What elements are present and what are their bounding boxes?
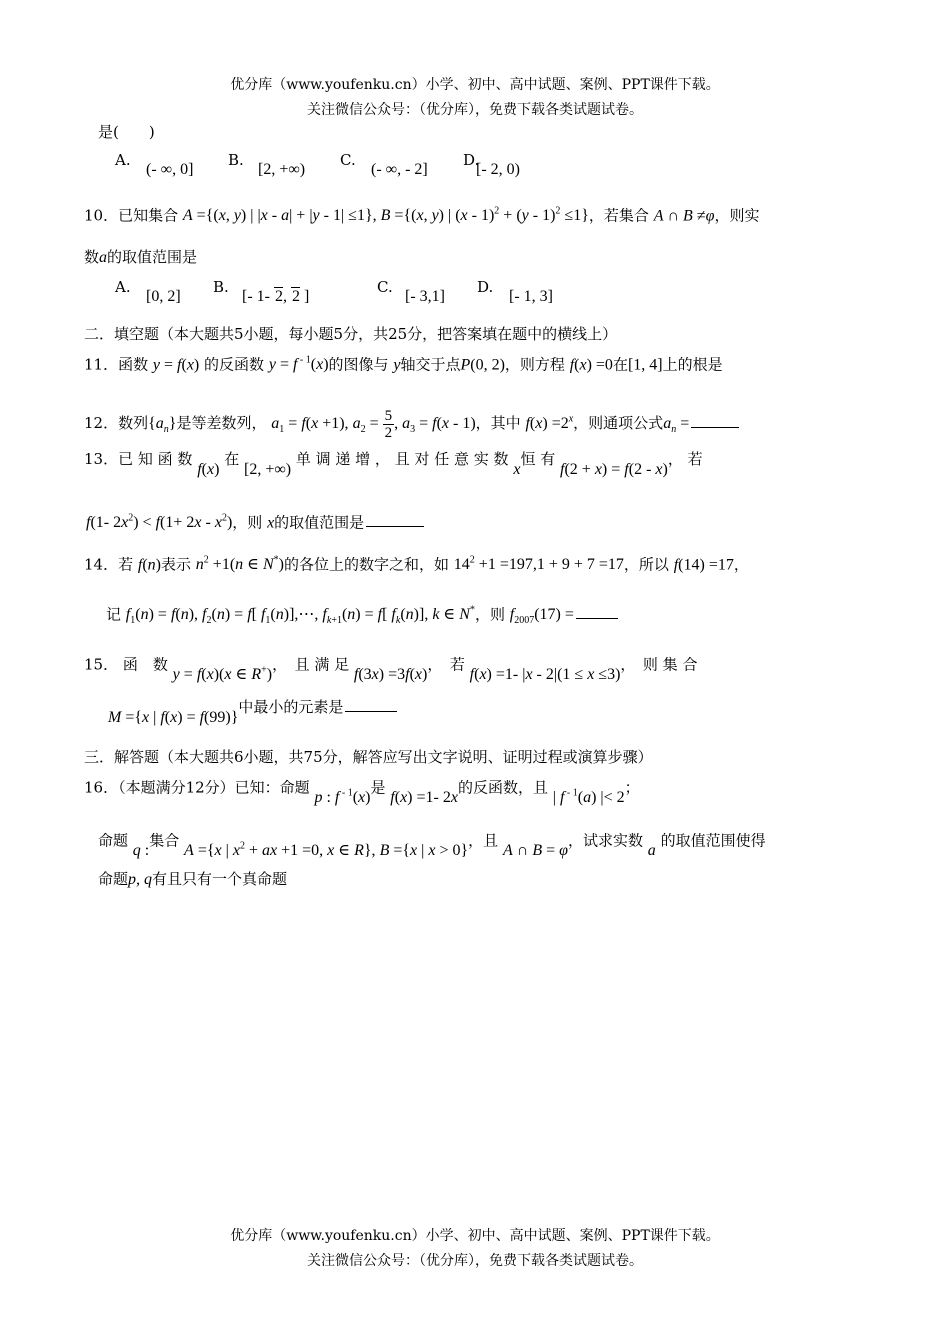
q9-option-b-value: [2, +∞) <box>258 161 306 178</box>
q16-var-a: a <box>647 842 656 860</box>
q10-stem-line2 <box>84 246 197 269</box>
q13-stem-line1 <box>84 448 868 478</box>
q16-text-11: 有且只有一个真命题 <box>152 870 288 888</box>
q11-text-3: 的图像与 <box>328 355 389 374</box>
q11-inverse: y = f $^{- 1}$(x) <box>268 355 329 374</box>
q15-text-1: 函 数 <box>122 655 168 674</box>
q13-text-6: ，则 <box>232 513 263 532</box>
q10-set-definition: A ={(x, y) | |x - a| + |y - 1| ≤1}, B ={(x, y) | (x - 1)$^2$ + (y - 1)$^2$ ≤1} <box>182 206 589 225</box>
q9-option-d-value: [- 2, 0) <box>476 161 520 178</box>
q14-target: $f_{2007}(17)$ = <box>509 606 574 627</box>
q9-option-d-label: D. <box>463 151 480 169</box>
q9-option-a-label: A. <box>115 151 131 169</box>
q15-stem-line2 <box>108 696 397 726</box>
q14-example: $14^2 +1 =197,1 + 9 + 7 =17$ <box>453 555 624 574</box>
q14-text-6: ，则 <box>474 605 505 624</box>
q11-text-1: 函数 <box>118 355 149 374</box>
q16-proposition-q: q : <box>132 842 150 860</box>
q12-answer-blank[interactable] <box>691 426 739 428</box>
q15-text-4: ， 则 集 合 <box>620 655 698 674</box>
q16-proposition-p: p : f $^{- 1}$(x) <box>314 788 371 807</box>
q16-function: f(x) =1- 2x <box>390 789 458 807</box>
section-3-heading: 三．解答题（本大题共6小题，共75分，解答应写出文字说明、证明过程或演算步骤） <box>84 748 653 766</box>
q14-text-1: 若 <box>118 555 134 574</box>
q10-stem-line1 <box>84 201 759 227</box>
q13-stem-line2 <box>86 508 424 534</box>
q11-stem <box>84 350 723 376</box>
q9-option-b-label: B. <box>228 151 244 169</box>
q10-number: 10． <box>84 206 119 225</box>
q12-stem <box>84 408 739 441</box>
q12-text-2: 是等差数列， <box>176 414 267 433</box>
section-2-heading: 二．填空题（本大题共5小题，每小题5分，共25分，把答案填在题中的横线上） <box>84 325 618 343</box>
q14-text-5: 记 <box>106 605 122 624</box>
q13-text-5: ， 若 <box>667 450 703 468</box>
q15-answer-blank[interactable] <box>345 710 397 712</box>
q11-function: y = f(x) <box>152 356 200 374</box>
q10-option-b-value: [- 1- 2, 2 ] <box>242 288 310 305</box>
q14-stem-line2 <box>106 600 618 633</box>
q14-fn: f(n) <box>137 556 161 574</box>
q13-answer-blank[interactable] <box>366 525 424 527</box>
q11-text-2: 的反函数 <box>204 355 265 374</box>
q15-text-3: ， 若 <box>427 655 465 674</box>
q16-intersection: A ∩ B = φ <box>502 842 568 860</box>
q11-interval: [1, 4] <box>627 356 663 374</box>
q9-tail: 是( ) <box>98 123 155 141</box>
q15-function: y = f(x)(x ∈ R+) <box>172 665 273 684</box>
q16-text-8: ，试求实数 <box>567 831 643 850</box>
q12-number: 12． <box>84 414 119 433</box>
page-footer-line1: 优分库（www.youfenku.cn）小学、初中、高中试题、案例、PPT课件下载。 <box>230 1228 720 1244</box>
q10-var-a: a <box>99 249 108 266</box>
q11-var-y: y <box>393 356 401 374</box>
q15-set: M ={x | f(x) = f(99)} <box>108 709 239 726</box>
page-footer-line2: 关注微信公众号：（优分库），免费下载各类试题试卷。 <box>307 1253 643 1269</box>
q10-option-d-value: [- 1, 3] <box>509 288 553 305</box>
q16-stem-line1 <box>84 773 640 807</box>
q14-recursion: $f_1(n) = f(n)$, $f_2(n) = f$[ $f_1(n)],\cdots$, $f_{k+1}(n) = f$[ $f_k(n)$], k ∈ N* <box>125 605 475 627</box>
q14-stem-line1: 14．若 f(n)表示 $n^2 +1(n$ ∈ N*)的各位上的数字之和，如 $14^2 +1 =197,1 + 9 + 7 =17$，所以 f(14) =17， <box>84 555 749 574</box>
q13-text-7: 的取值范围是 <box>274 513 365 532</box>
q10-text-4: 数 <box>84 248 100 266</box>
q16-text-6: 集合 <box>149 831 180 850</box>
q12-general-term: $a_n$ = <box>663 415 690 436</box>
q13-number: 13． <box>84 450 119 468</box>
q10-text-3: ，则实 <box>714 206 760 225</box>
q13-interval: [2, +∞) <box>243 461 292 478</box>
q13-var-x2: x <box>267 514 275 532</box>
q13-inequality: f(1- $2x^2) < f(1+ 2x - x^2)$ <box>86 513 233 532</box>
q11-point: P(0, 2) <box>460 356 505 374</box>
q12-function: $f(x) =2^x$ <box>525 413 574 433</box>
q16-text-2: 是 <box>370 778 386 797</box>
q16-text-9: 的取值范围使得 <box>660 831 766 850</box>
q10-text-2: ，若集合 <box>588 206 649 225</box>
q16-text-3: 的反函数，且 <box>457 778 548 797</box>
page-header-line2: 关注微信公众号：（优分库），免费下载各类试题试卷。 <box>307 102 643 118</box>
q11-text-5: ，则方程 <box>504 355 565 374</box>
q9-option-a-value: (- ∞, 0] <box>146 161 194 178</box>
q16-stem-line3 <box>98 868 287 891</box>
q15-stem-line1 <box>84 650 868 684</box>
q12-text-4: ，则通项公式 <box>573 414 664 433</box>
q13-symmetry: f(2 + x) = f(2 - x) <box>560 461 668 478</box>
q15-text-5: 中最小的元素是 <box>238 698 344 716</box>
page-header-line1: 优分库（www.youfenku.cn）小学、初中、高中试题、案例、PPT课件下载。 <box>230 77 720 93</box>
q16-condition-p: | f $^{- 1}$(a) |< 2 <box>552 788 625 807</box>
q9-option-c-value: (- ∞, - 2] <box>371 161 428 178</box>
q14-example-result: f(14) =17 <box>673 556 734 574</box>
q16-stem-line2 <box>98 826 868 860</box>
q11-text-6: 在 <box>612 355 628 374</box>
q11-text-7: 上的根是 <box>662 355 723 374</box>
q16-text-4: ； <box>624 778 640 797</box>
q10-text-5: 的取值范围是 <box>107 248 198 266</box>
q10-option-c-label: C. <box>377 278 393 296</box>
q11-number: 11． <box>84 355 119 374</box>
q15-definition: f(x) =1- |x - 2|(1 ≤ x ≤3) <box>469 666 621 684</box>
q10-text-1: 已知集合 <box>118 206 179 225</box>
q14-text-3: 的各位上的数字之和，如 <box>284 555 450 574</box>
q14-answer-blank[interactable] <box>576 617 618 619</box>
q16-text-5: 命题 <box>98 831 129 850</box>
q13-var-x: x <box>513 461 521 478</box>
q16-text-10: 命题 <box>98 870 129 888</box>
q15-text-2: ， 且 满 足 <box>272 655 350 674</box>
q16-sets: A ={x | $x^2$ + ax +1 =0, x ∈ R}, B ={x | x > 0} <box>184 841 469 860</box>
q10-intersection-condition: A ∩ B ≠φ <box>653 207 715 225</box>
q13-text-2: 在 <box>224 450 240 468</box>
q14-number: 14． <box>84 555 119 574</box>
q10-option-d-label: D. <box>477 278 494 296</box>
q14-text-4: ，所以 <box>623 555 669 574</box>
q16-text-7: ，且 <box>468 831 499 850</box>
q13-text-3: 单 调 递 增 ， 且 对 任 意 实 数 <box>295 450 509 468</box>
q16-text-1: （本题满分12分）已知：命题 <box>118 778 310 797</box>
q12-text-1: 数列 <box>118 414 149 433</box>
q9-option-c-label: C. <box>340 151 356 169</box>
q15-number: 15． <box>84 655 119 674</box>
q13-text-4: 恒 有 <box>520 450 556 468</box>
q12-text-3: ，其中 <box>475 414 521 433</box>
q10-option-c-value: [- 3,1] <box>405 288 445 305</box>
q12-sequence: $\{a_n\}$ <box>148 415 177 436</box>
q14-expression: $n^2 +1(n$ ∈ N*) <box>195 555 284 574</box>
q15-property: f(3x) =3f(x) <box>353 666 428 684</box>
q14-text-2: 表示 <box>161 555 192 574</box>
q10-option-a-value: [0, 2] <box>146 288 181 305</box>
q10-option-a-label: A. <box>115 278 131 296</box>
q13-function: f(x) <box>197 461 220 478</box>
q11-equation: f(x) =0 <box>569 356 613 374</box>
q13-text-1: 已 知 函 数 <box>118 450 193 468</box>
q16-number: 16． <box>84 778 119 797</box>
q16-vars-pq: p, q <box>128 871 153 888</box>
q11-text-4: 轴交于点 <box>400 355 461 374</box>
q10-option-b-label: B. <box>213 278 229 296</box>
q12-terms: $a_1 = f(x +1)$, $a_2$ = $\frac{5}{2}$ , $a_3 = f(x - 1)$ <box>271 408 476 441</box>
